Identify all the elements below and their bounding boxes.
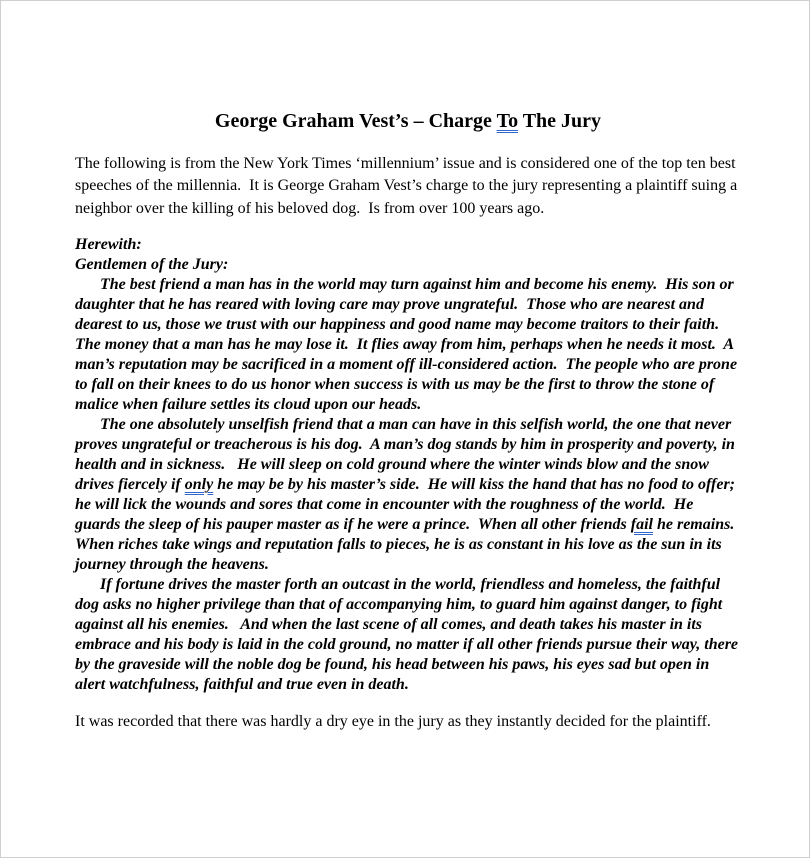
- text-segment: The one absolutely unselfish friend that a man can have in this selfish world, the one that never proves ungrateful or treacherous is his dog. A man’s dog stands by him in prosperity and poverty, in health and in sickness. He will sleep on cold ground where the winter winds blow and the snow drives fiercely if: [75, 415, 739, 493]
- speech-section: [75, 235, 741, 695]
- grammar-check-underline: To: [496, 110, 519, 132]
- text-segment: The best friend a man has in the world may turn against him and become his enemy. His son or daughter that he has reared with loving care may prove ungrateful. Those who are nearest and dearest to us, those we trust with our happiness and good name may become traitors to their faith. The money that a man has he may lose it. It flies away from him, perhaps when he needs it most. A man’s reputation may be sacrificed in a moment off ill-considered action. The people who are prone to fall on their knees to do us honor when success is with us may be the first to throw the stone of malice when failure settles its cloud upon our heads.: [75, 275, 742, 413]
- speech-paragraph-3: [75, 575, 741, 695]
- salutation-herewith: Herewith:: [75, 235, 142, 253]
- outro-paragraph: It was recorded that there was hardly a dry eye in the jury as they instantly decided for the plaintiff.: [75, 712, 711, 730]
- intro-paragraph: The following is from the New York Times ‘millennium’ issue and is considered one of the top ten best speeches of the millennia. It is George Graham Vest’s charge to the jury representing a plaintiff suing a neighbor over the killing of his beloved dog. Is from over 100 years ago.: [75, 155, 742, 217]
- document-title: [75, 107, 741, 135]
- text-segment: If fortune drives the master forth an outcast in the world, friendless and homeless, the faithful dog asks no higher privilege than that of accompanying him, to guard him against danger, to fight against all his enemies. And when the last scene of all comes, and death takes his master in its embrace and his body is laid in the cold ground, no matter if all other friends pursue their way, there by the graveside will the noble dog be found, his head between his paws, his eyes sad but open in alert watchfulness, faithful and true even in death.: [75, 575, 743, 693]
- text-segment: The Jury: [518, 110, 602, 132]
- text-segment: he may be by his master’s side. He will kiss the hand that has no food to offer; he will lick the wounds and sores that come in encounter with the roughness of the world. He guards the sleep of his pauper master as if he were a prince. When all other friends: [75, 475, 739, 533]
- speech-paragraph-2: [75, 415, 741, 575]
- grammar-check-underline: only: [184, 475, 214, 493]
- salutation-gentlemen-of-the-jury: Gentlemen of the Jury:: [75, 255, 229, 273]
- grammar-check-underline: fail: [630, 515, 653, 533]
- text-segment: he remains. When riches take wings and reputation falls to pieces, he is as constant in his love as the sun in its journey through the heavens.: [75, 515, 743, 573]
- text-segment: George Graham Vest’s – Charge: [214, 110, 497, 132]
- speech-paragraph-1: [75, 275, 741, 415]
